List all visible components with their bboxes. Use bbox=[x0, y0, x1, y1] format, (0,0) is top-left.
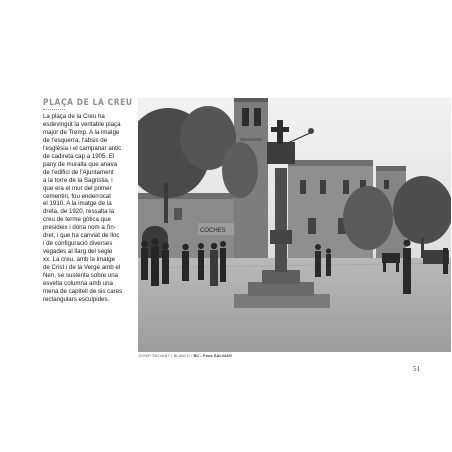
cross-base-step bbox=[234, 294, 330, 308]
body-text-line: dreta, de 1920, ressalta la bbox=[43, 208, 115, 216]
historic-photograph bbox=[138, 98, 451, 352]
section-heading: PLAÇA DE LA CREU bbox=[43, 97, 133, 107]
body-text-line: xx. La creu, amb la imatge bbox=[43, 256, 116, 264]
body-text-line: el 1910. A la imatge de la bbox=[43, 200, 112, 208]
body-text-line: i de configuració diverses bbox=[43, 240, 113, 248]
body-text-line: presideix i dona nom a l'in- bbox=[43, 224, 116, 232]
body-text-line: esdevingut la veritable plaça bbox=[43, 120, 121, 128]
body-text-line: creu de terme gòtica que bbox=[43, 216, 111, 224]
body-text-line: La plaça de la Creu ha bbox=[43, 113, 105, 120]
tree-center bbox=[222, 142, 258, 198]
body-text-line: que era el mur del primer bbox=[43, 184, 112, 192]
body-text bbox=[43, 113, 135, 304]
body-text-line: de cadireta cap a 1905. El bbox=[43, 152, 115, 160]
heading-dotted-rule bbox=[43, 109, 65, 110]
credit-prefix: JOSEP SALVANY I BLANCH / bbox=[138, 354, 194, 358]
body-text-line: pany de muralla que anava bbox=[43, 160, 118, 168]
body-text-line: vegades al llarg del segle bbox=[43, 248, 113, 256]
body-text-line: rectangulars esculpides. bbox=[43, 295, 110, 303]
body-text-line: de l'edifici de l'Ajuntament bbox=[43, 168, 114, 176]
body-text-line: mena de capitell de sis cares bbox=[43, 287, 123, 295]
cross-capital bbox=[267, 142, 295, 164]
tree-right bbox=[343, 186, 393, 250]
photo-credit bbox=[138, 354, 232, 358]
body-text-line: major de Tremp. A la imatge bbox=[43, 128, 120, 136]
body-text-line: cementiri, fou enderrocat bbox=[43, 192, 111, 200]
body-text-line: Nen, se sustenta sobre una bbox=[43, 272, 119, 280]
body-text-line: esvelta columna amb una bbox=[43, 280, 113, 288]
body-text-line: de l'esquerra, l'absis de bbox=[43, 136, 108, 144]
body-text-line: l'església i el campanar antic bbox=[43, 144, 122, 152]
credit-source: BC - Fons SALVANY bbox=[193, 354, 233, 358]
body-text-line: a la torre de la Sagristia, i bbox=[43, 176, 113, 184]
body-text-line: dret, i que ha canviat de lloc bbox=[43, 232, 120, 240]
coches-sign: COCHES bbox=[200, 228, 226, 234]
body-text-line: de Crist i de la Verge amb el bbox=[43, 264, 121, 272]
page-number: 51 bbox=[413, 365, 420, 373]
cross-column bbox=[275, 168, 287, 272]
